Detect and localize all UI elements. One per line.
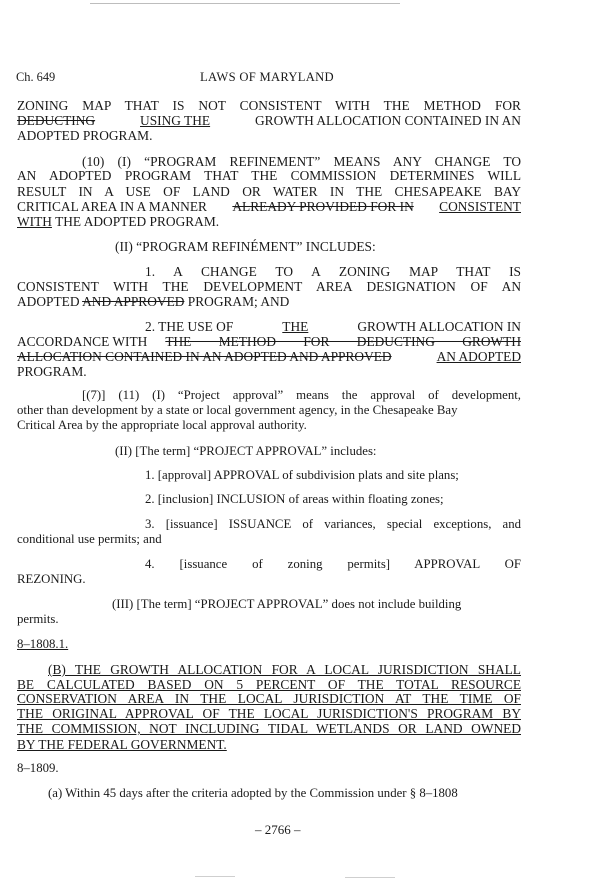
text-span: GROWTH ALLOCATION CONTAINED IN AN: [255, 113, 521, 128]
page-number: – 2766 –: [255, 822, 301, 837]
block2-line3: RESULT IN A USE OF LAND OR WATER IN THE CHESAPEAKE BAY: [17, 184, 521, 199]
scan-artifact-bottom: [345, 877, 395, 878]
deleted-text: THE METHOD FOR DEDUCTING GROWTH: [165, 334, 521, 349]
block9-line5: THE COMMISSION, NOT INCLUDING TIDAL WETLANDS OR LAND OWNED: [17, 721, 521, 736]
block3-line1: (II) “PROGRAM REFINÉMENT” INCLUDES:: [115, 239, 376, 254]
section-number: 8–1808.1.: [17, 637, 69, 651]
deleted-text: AND APPROVED: [82, 294, 185, 309]
text-span: ACCORDANCE WITH: [17, 334, 148, 349]
inserted-text: WITH: [17, 214, 52, 229]
block4-line2: CONSISTENT WITH THE DEVELOPMENT AREA DESIGNATION OF AN: [17, 279, 521, 294]
text-span: PROGRAM; AND: [187, 294, 290, 309]
deleted-text: ALLOCATION CONTAINED IN AN ADOPTED AND APPROVED: [17, 349, 392, 364]
block1-line3: ADOPTED PROGRAM.: [17, 128, 153, 143]
block6-line3: Critical Area by the appropriate local approval authority.: [17, 418, 307, 432]
block5-line2: [17, 334, 521, 350]
block9-line2: BE CALCULATED BASED ON 5 PERCENT OF THE TOTAL RESOURCE: [17, 677, 521, 692]
block2-line2: AN ADOPTED PROGRAM THAT THE COMMISSION DETERMINES WILL: [17, 168, 521, 183]
block1-line1: [17, 98, 521, 114]
text-span: CRITICAL AREA IN A MANNER: [17, 199, 207, 214]
block5-line4: PROGRAM.: [17, 364, 87, 379]
block2-line1: (10) (I) “PROGRAM REFINEMENT” MEANS ANY CHANGE TO: [82, 154, 521, 169]
inserted-text: CONSISTENT: [439, 199, 521, 214]
scan-artifact-bottom: [195, 876, 235, 877]
block4-line3: [17, 294, 289, 310]
deleted-text: ALREADY PROVIDED FOR IN: [232, 199, 414, 214]
section-number: 8–1809.: [17, 761, 59, 775]
block5-line3: [17, 349, 521, 365]
block2-line4: [17, 199, 521, 215]
text-span: ADOPTED: [17, 294, 80, 309]
list-item-3: 3. [issuance] ISSUANCE of variances, special exceptions, and: [145, 517, 521, 531]
block10-line1: (a) Within 45 days after the criteria adopted by the Commission under § 8–1808: [48, 786, 458, 800]
block5-line1: [145, 319, 521, 335]
text-span: GROWTH ALLOCATION IN: [357, 319, 521, 334]
list-item-4: 4. [issuance of zoning permits] APPROVAL OF: [145, 557, 521, 571]
block7-line1: (II) [The term] “PROJECT APPROVAL” includes:: [115, 444, 377, 458]
block9-line4: THE ORIGINAL APPROVAL OF THE LOCAL JURISDICTION'S PROGRAM BY: [17, 706, 521, 721]
block6-line2: other than development by a state or local government agency, in the Chesapeake Bay: [17, 403, 458, 417]
block6-line1: [(7)] (11) (I) “Project approval” means the approval of development,: [82, 388, 521, 402]
inserted-text: AN ADOPTED: [436, 349, 521, 364]
text-span: THE ADOPTED PROGRAM.: [55, 214, 220, 229]
block9-line1: (B) THE GROWTH ALLOCATION FOR A LOCAL JURISDICTION SHALL: [48, 662, 521, 677]
inserted-text: USING THE: [140, 113, 211, 128]
block2-line5: [17, 214, 219, 230]
block9-line3: CONSERVATION AREA IN THE LOCAL JURISDICTION AT THE TIME OF: [17, 691, 521, 706]
block4-line1: 1. A CHANGE TO A ZONING MAP THAT IS: [145, 264, 521, 279]
block1-line1-text: ZONING MAP THAT IS NOT CONSISTENT WITH THE METHOD FOR: [17, 98, 521, 113]
inserted-text: THE: [282, 319, 309, 334]
deleted-text: DEDUCTING: [17, 113, 96, 128]
block9-line6: BY THE FEDERAL GOVERNMENT.: [17, 737, 227, 752]
block8-line1: (III) [The term] “PROJECT APPROVAL” does not include building: [112, 597, 462, 611]
page-title: LAWS OF MARYLAND: [200, 70, 334, 84]
scan-artifact-top: [90, 3, 400, 4]
list-item-4-continued: REZONING.: [17, 572, 86, 586]
list-item-3-continued: conditional use permits; and: [17, 532, 162, 546]
block1-line2: [17, 113, 521, 129]
chapter-number: Ch. 649: [16, 70, 56, 84]
list-item-1: 1. [approval] APPROVAL of subdivision plats and site plans;: [145, 468, 459, 482]
block8-line2: permits.: [17, 612, 59, 626]
list-item-2: 2. [inclusion] INCLUSION of areas within floating zones;: [145, 492, 444, 506]
text-span: 2. THE USE OF: [145, 319, 234, 334]
